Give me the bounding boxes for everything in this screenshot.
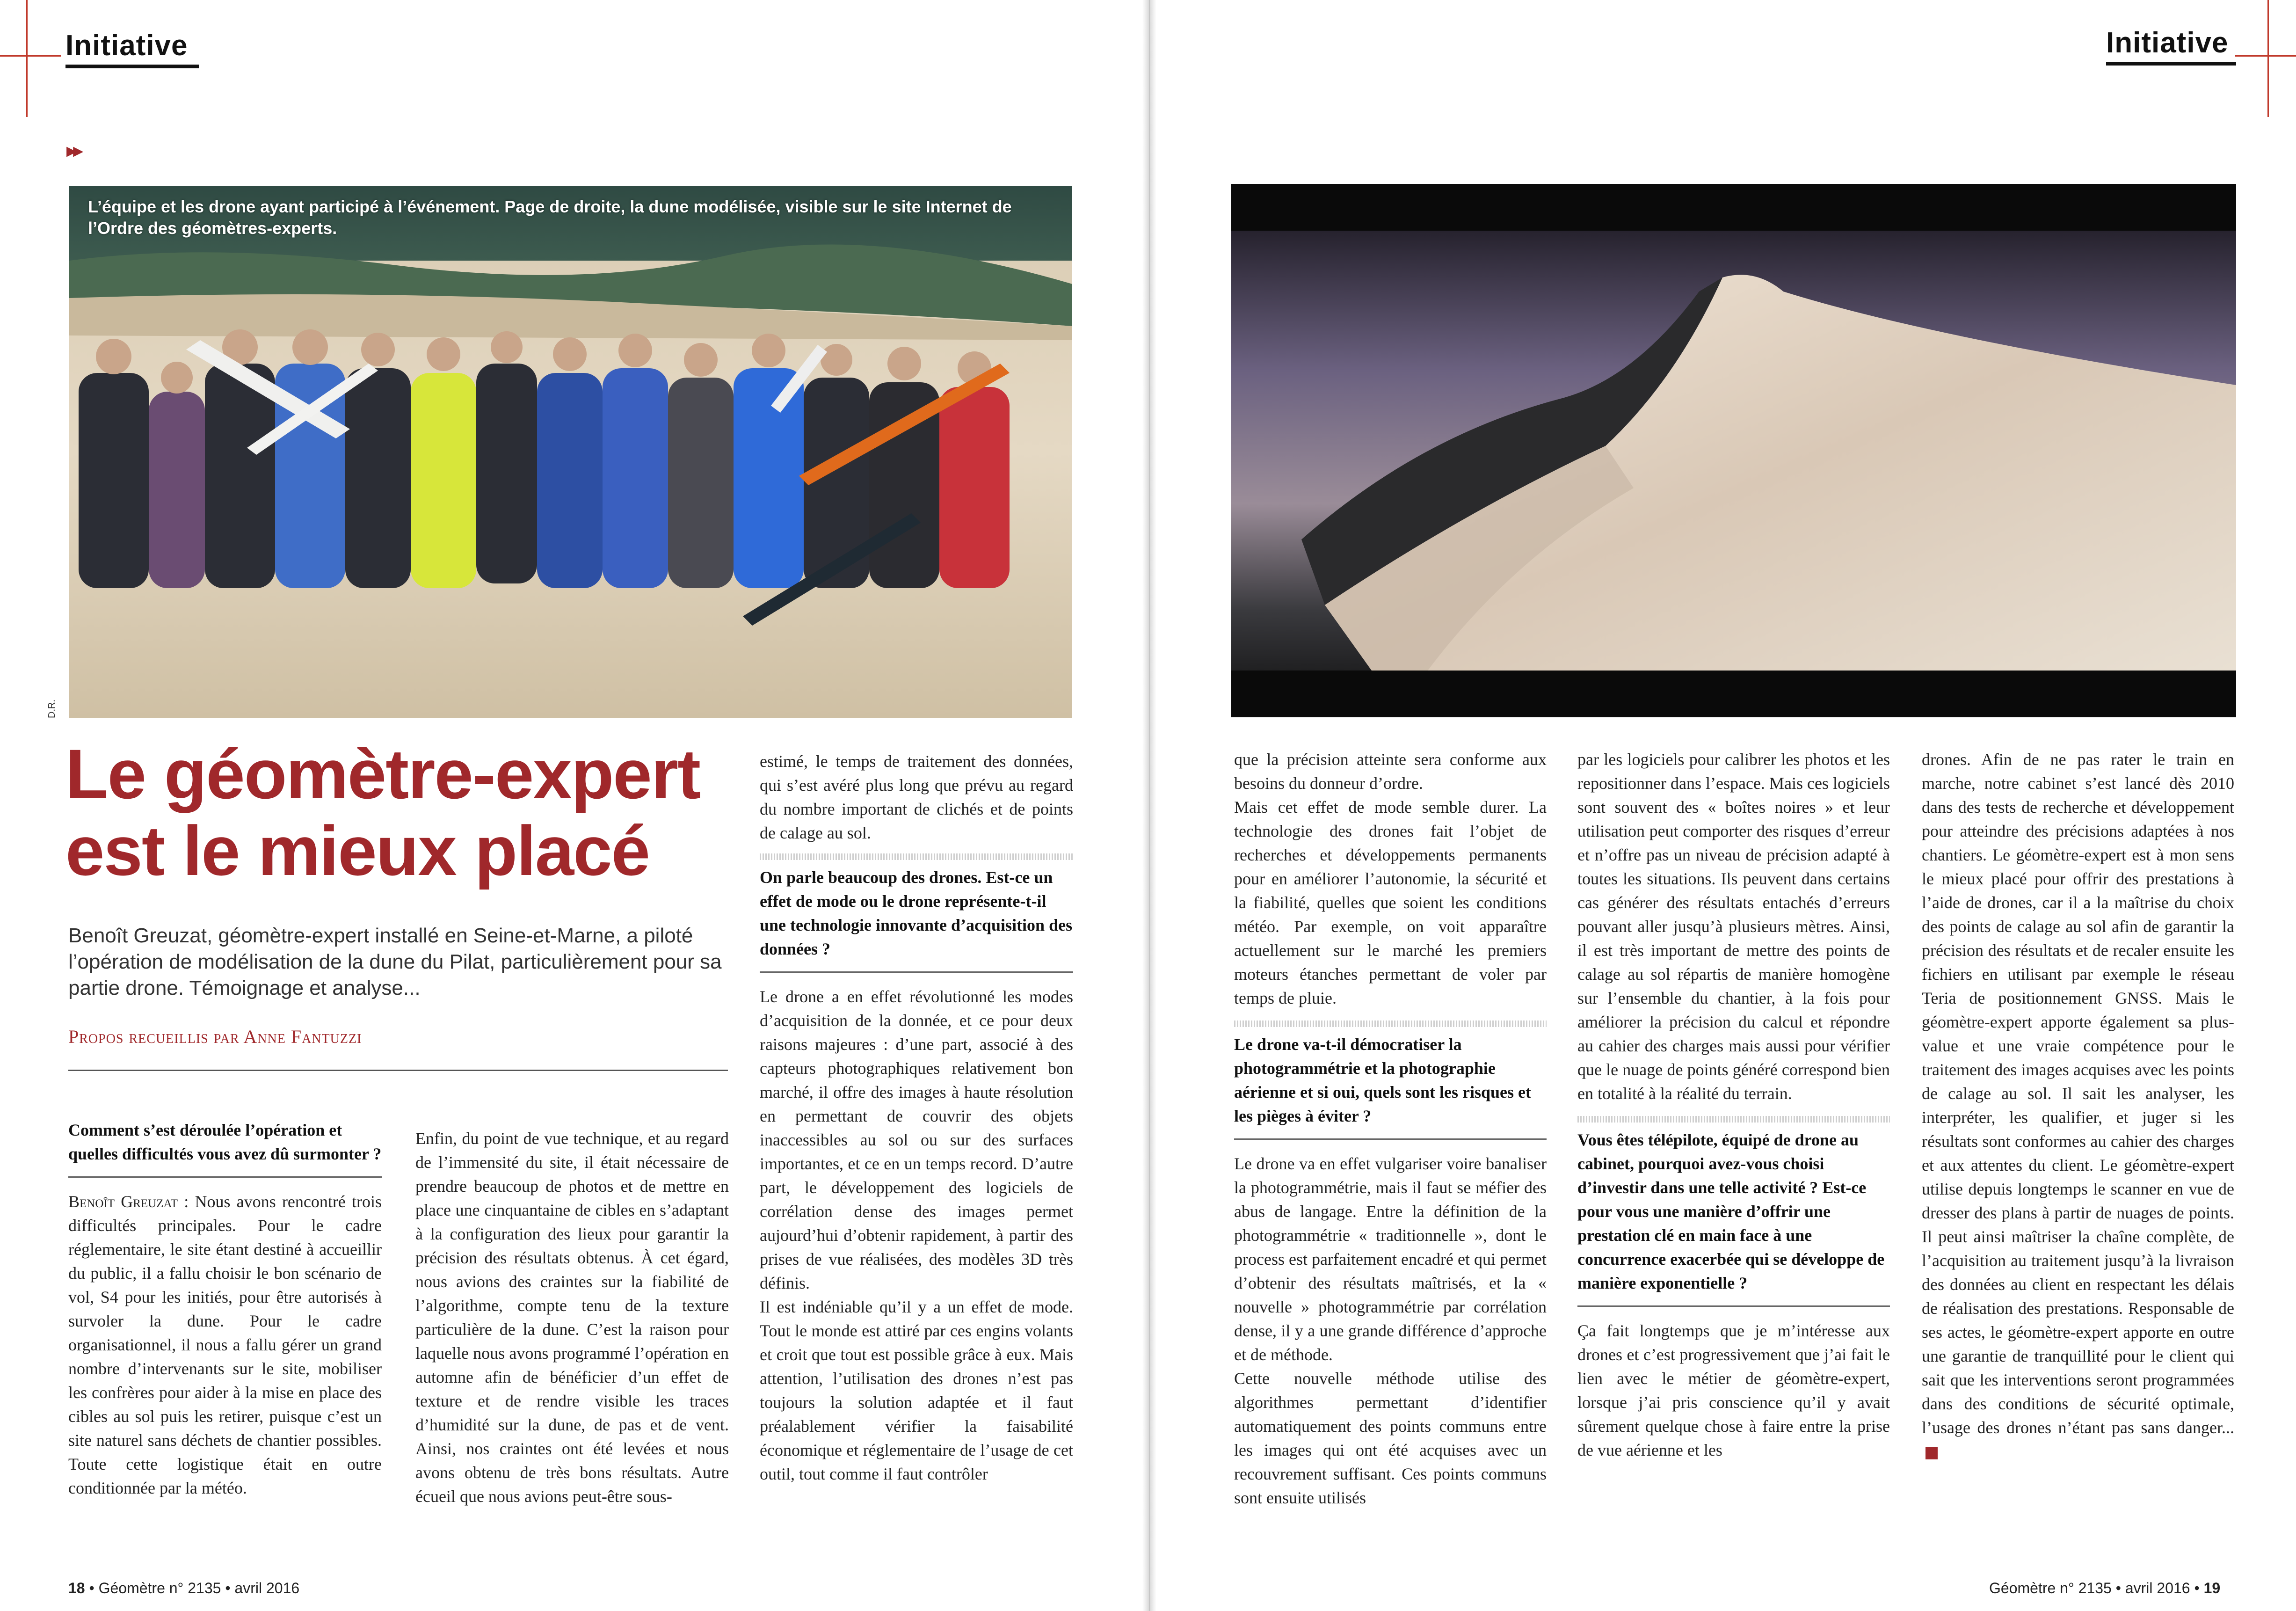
column-5-text-a: par les logiciels pour calibrer les photos et les repositionner dans l’espace. Mais ces logiciels sont souvent des « boîtes noires » et leur utilisation peut comporter des risques d’erreur et n’offre pas un niveau de précision adapté à toutes les situations. Ils peuvent dans certains cas générer des résultats entachés d’erreurs pouvant aller jusqu’à plusieurs mètres. Ainsi, il est très important de mettre des points de calage au sol répartis de manière homogène sur l’ensemble du chantier, à la fois pour améliorer la précision du calcul et répondre au cahier des charges mais aussi pour vérifier que le nuage de points généré correspond bien en totalité à la réalité du terrain. [1577, 750, 1890, 1103]
column-4-text-b: Mais cet effet de mode semble durer. La technologie des drones fait l’objet de recherches et développements permanents pour en améliorer l’autonomie, la sécurité et la fiabilité, quelles que soient les conditions météo. Par exemple, on voit apparaître actuellement sur le marché les premiers moteurs étanches permettant de voler par temps de pluie. [1234, 798, 1547, 1007]
folio-separator: • [225, 1580, 231, 1596]
column-5 [1577, 748, 1890, 1462]
page-folio-left [68, 1580, 299, 1597]
photo-credit: D.R. [47, 700, 57, 718]
byline: Propos recueillis par Anne Fantuzzi [68, 1026, 362, 1047]
double-arrow-icon: ▸▸ [66, 139, 80, 162]
section-rubric: Initiative [65, 29, 188, 62]
crop-mark [2235, 55, 2296, 57]
column-3-text-c: Il est indéniable qu’il y a un effet de mode. Tout le monde est attiré par ces engins volants et croit que tout est possible grâce à eux. Mais attention, l’utilisation des drones n’est pas toujours la solution adaptée et il faut préalablement vérifier la faisabilité économique et réglementaire de l’usage de cet outil, tout comme il faut contrôler [760, 1298, 1073, 1483]
folio-separator: • [2194, 1580, 2200, 1596]
column-3-text-b: Le drone a en effet révolutionné les modes d’acquisition de la donnée, et ce pour deux raisons majeures : d’une part, associé à des capteurs photographiques relativement bon marché, il offre des images à haute résolution en permettant de couvrir des objets inaccessibles au sol ou sur des surfaces importantes, et ce en un temps record. D’autre part, le développement des logiciels de corrélation dense des images permet aujourd’hui d’obtenir rapidement, à partir des prises de vue réalisées, des modèles 3D très définis. [760, 987, 1073, 1292]
section-rubric: Initiative [2106, 27, 2229, 59]
issue-date: avril 2016 [2125, 1580, 2190, 1596]
page-number: 19 [2203, 1580, 2221, 1596]
crop-mark [0, 55, 61, 57]
dune-model-illustration [1231, 184, 2236, 717]
end-of-article-mark [1925, 1447, 1938, 1459]
question-4: Vous êtes télépilote, équipé de drone au cabinet, pourquoi avez-vous choisi d’investir dans une telle activité ? Est-ce pour vous une manière d’offrir une prestation clé en main face à une concurrence exacerbée qui se développe de manière exponentielle ? [1577, 1124, 1890, 1307]
question-2: On parle beaucoup des drones. Est-ce un effet de mode ou le drone représente-t-il une technologie innovante d’acquisition des données ? [760, 862, 1073, 973]
crop-mark [26, 0, 28, 117]
column-3 [760, 750, 1073, 1486]
team-photo [69, 186, 1072, 718]
right-page [1156, 0, 2296, 1611]
column-2 [415, 1127, 729, 1509]
column-4-text-c: Le drone va en effet vulgariser voire banaliser la photogrammétrie, mais il faut se méfier des abus de langage. Entre la définition de la photogrammétrie « traditionnelle », dont le process est parfaitement encadré et qui permet d’obtenir des résultats maîtrisés, et la « nouvelle » photogrammétrie par corrélation dense, il y a une grande différence d’approche et de méthode. [1234, 1154, 1547, 1364]
title-line-1: Le géomètre-expert [65, 735, 700, 813]
answer-1 [68, 1190, 382, 1500]
column-4-text-a: que la précision atteinte sera conforme aux besoins du donneur d’ordre. [1234, 750, 1547, 793]
column-6-body: drones. Afin de ne pas rater le train en marche, notre cabinet s’est lancé dès 2010 dans des tests de recherche et développement pour atteindre des précisions adaptées à nos chantiers. Le géomètre-expert est à mon sens le mieux placé pour offrir des prestations à l’aide de drones, car il a la maîtrise du choix des points de calage au sol afin de garantir la précision des résultats et de recaler ensuite les fichiers en utilisant par exemple le réseau Teria de positionnement GNSS. Mais le géomètre-expert apporte également sa plus-value et une vraie compétence pour le traitement des images acquises avec les points de calage au sol. Il sait les analyser, les interpréter, les qualifier, et juger si les résultats sont conformes au cahier des charges et aux attentes du client. Le géomètre-expert utilise depuis longtemps le scanner en vue de dresser des plans à partir de nuages de points. Il peut ainsi maîtriser la chaîne complète, de l’acquisition au traitement jusqu’à la livraison des données au client en respectant les délais de réalisation des prestations. Responsable de ses actes, le géomètre-expert apporte en outre une garantie de tranquillité pour le client qui sait que les interventions seront programmées dans des conditions de sécurité optimale, l’usage des drones n’étant pas sans danger... [1922, 750, 2234, 1437]
title-line-2: est le mieux placé [65, 811, 650, 890]
issue-date: avril 2016 [234, 1580, 300, 1596]
magazine-issue: Géomètre n° 2135 [98, 1580, 221, 1596]
crop-mark [2267, 0, 2269, 117]
speaker-name: Benoît Greuzat : [68, 1192, 189, 1211]
team-photo-illustration [69, 186, 1072, 718]
column-6-text [1922, 748, 2234, 1464]
lede-rule [68, 1070, 728, 1071]
column-1 [68, 1115, 382, 1500]
column-6 [1922, 748, 2234, 1464]
rubric-underline [2106, 62, 2236, 66]
folio-separator: • [89, 1580, 94, 1596]
page-number: 18 [68, 1580, 85, 1596]
column-4-text-d: Cette nouvelle méthode utilise des algorithmes permettant d’identifier automatiquement des points communs entre les images qui ont été acquises avec un recouvrement suffisant. Ces points communs sont ensuite utilisés [1234, 1369, 1547, 1507]
rubric-underline [65, 65, 199, 68]
magazine-issue: Géomètre n° 2135 [1989, 1580, 2112, 1596]
folio-separator: • [2115, 1580, 2121, 1596]
left-page [0, 0, 1142, 1611]
dune-photo [1231, 184, 2236, 717]
page-gutter [1142, 0, 1156, 1611]
column-2-text: Enfin, du point de vue technique, et au regard de l’immensité du site, il était nécessaire de prendre beaucoup de photos et de mettre en place une cinquantaine de cibles en s’adaptant à la configuration des lieux pour garantir la précision des résultats obtenus. À cet égard, nous avions des craintes sur la fiabilité de l’algorithme, compte tenu de la texture particulière de la dune. C’est la raison pour laquelle nous avons programmé l’opération en automne afin de bénéficier d’un effet de texture et de rendre visible les traces d’humidité sur la dune, de pas et de vent. Ainsi, nos craintes ont été levées et nous avons obtenu de très bons résultats. Autre écueil que nous avions peut-être sous- [415, 1129, 729, 1506]
question-3: Le drone va-t-il démocratiser la photogrammétrie et la photographie aérienne et si oui, quels sont les risques et les pièges à éviter ? [1234, 1029, 1547, 1140]
article-title [65, 736, 758, 889]
question-1: Comment s’est déroulée l’opération et quelles difficultés vous avez dû surmonter ? [68, 1115, 382, 1178]
article-lede: Benoît Greuzat, géomètre-expert installé en Seine-et-Marne, a piloté l’opération de modélisation de la dune du Pilat, particulièrement pour sa partie drone. Témoignage et analyse... [68, 924, 722, 999]
column-5-text-b: Ça fait longtemps que je m’intéresse aux drones et c’est progressivement que j’ai fait le lien avec le métier de géomètre-expert, lorsque j’ai pris conscience qu’il y avait sûrement quelque chose à faire entre la prise de vue aérienne et les [1577, 1321, 1890, 1459]
answer-1-text: Nous avons rencontré trois difficultés principales. Pour le cadre réglementaire, le site étant destiné à accueillir du public, il a fallu choisir le bon scénario de vol, S4 pour les initiés, pour être autorisés à survoler la dune. Pour le cadre organisationnel, il nous a fallu gérer un grand nombre d’intervenants sur le site, mobiliser les confrères pour aider à la mise en place des cibles au sol puis les retirer, puisque c’est un site naturel sans déchets de chantier possibles. Toute cette logistique était en outre conditionnée par la météo. [68, 1192, 382, 1497]
photo-caption: L’équipe et les drone ayant participé à l’événement. Page de droite, la dune modélisée, visible sur le site Internet de l’Ordre des géomètres-experts. [88, 197, 1012, 238]
column-3-text-a: estimé, le temps de traitement des données, qui s’est avéré plus long que prévu au regard du nombre important de clichés et de points de calage au sol. [760, 752, 1073, 842]
column-4 [1234, 748, 1547, 1510]
page-folio-right [1989, 1580, 2220, 1597]
